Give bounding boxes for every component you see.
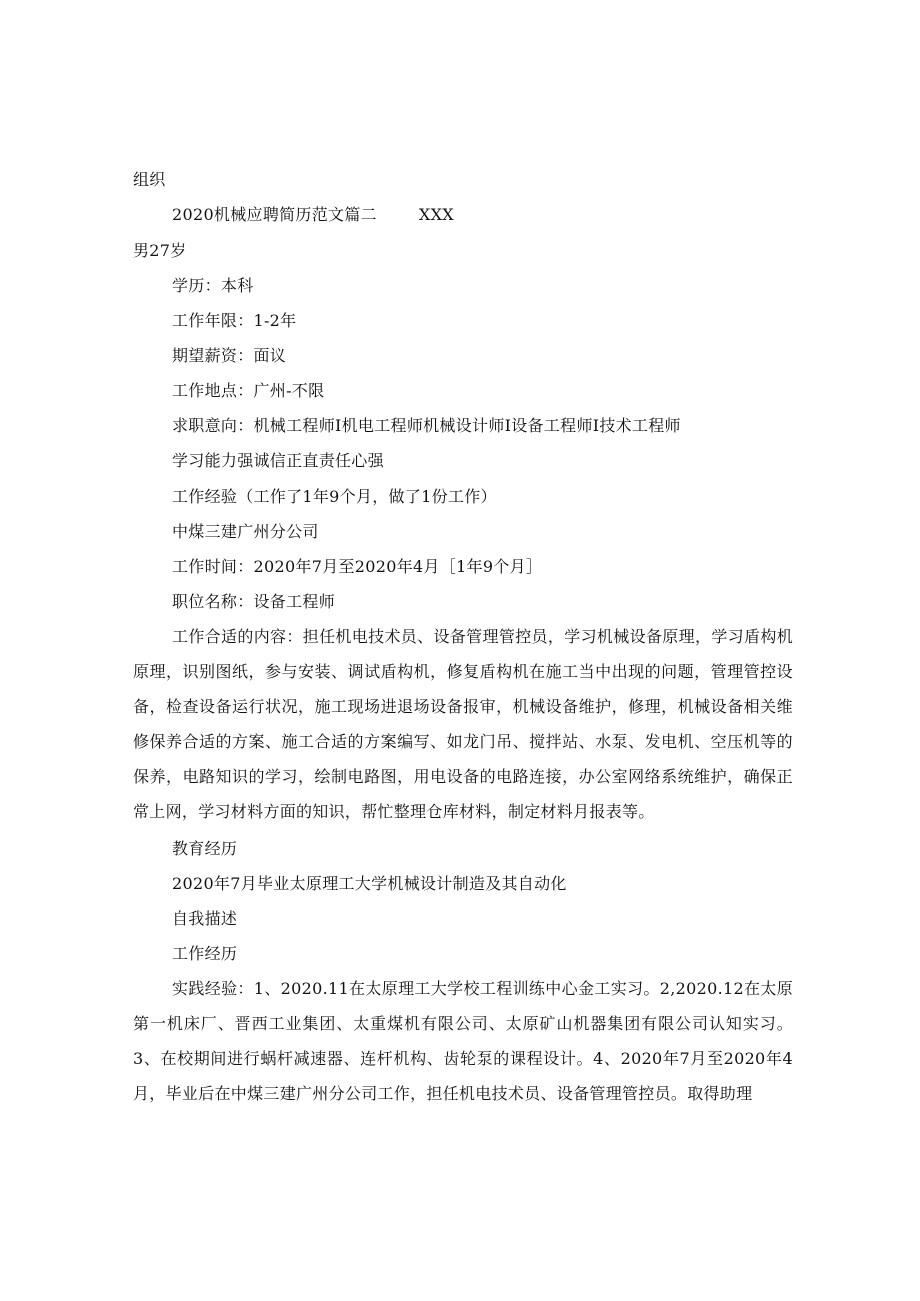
work-time-line: 工作时间：2020年7月至2020年4月［1年9个月］ <box>172 557 543 576</box>
education-detail-line: 2020年7月毕业太原理工大学机械设计制造及其自动化 <box>172 874 567 893</box>
work-years-line: 工作年限：1-2年 <box>172 311 297 330</box>
traits-line: 学习能力强诚信正直责任心强 <box>172 451 384 470</box>
work-history-heading: 工作经历 <box>172 944 238 963</box>
practice-paragraph: 实践经验：1、2020.11在太原理工大学校工程训练中心金工实习。2,2020.12在太原第一机床厂、晋西工业集团、太重煤机有限公司、太原矿山机器集团有限公司认知实习。3、在校期间进行蜗杆减速器、连杆机构、齿轮泵的课程设计。4、2020年7月至2020年4月，毕业后在中煤三建广州分公司工作，担任机电技术员、设备管理管控员。取得助理 <box>133 979 793 1103</box>
title-line <box>172 205 454 225</box>
position-line: 职位名称：设备工程师 <box>172 592 336 611</box>
gender-age-line: 男27岁 <box>133 241 187 260</box>
location-line: 工作地点：广州-不限 <box>172 381 325 400</box>
resume-title: 2020机械应聘简历范文篇二 <box>172 205 377 224</box>
applicant-name: XXX <box>418 205 454 224</box>
education-heading: 教育经历 <box>172 839 238 858</box>
job-content-paragraph: 工作合适的内容：担任机电技术员、设备管理管控员，学习机械设备原理，学习盾构机原理，识别图纸，参与安装、调试盾构机，修复盾构机在施工当中出现的问题，管理管控设备，检查设备运行状况，施工现场进退场设备报审，机械设备维护，修理，机械设备相关维修保养合适的方案、施工合适的方案编写、如龙门吊、搅拌站、水泵、发电机、空压机等的保养，电路知识的学习，绘制电路图，用电设备的电路连接，办公室网络系统维护，确保正常上网，学习材料方面的知识，帮忙整理仓库材料，制定材料月报表等。 <box>133 627 793 821</box>
salary-line: 期望薪资：面议 <box>172 346 287 365</box>
experience-summary-line: 工作经验（工作了1年9个月，做了1份工作） <box>172 487 497 506</box>
self-description-heading: 自我描述 <box>172 909 238 928</box>
org-line: 组织 <box>133 170 166 189</box>
intention-line: 求职意向：机械工程师I机电工程师机械设计师I设备工程师I技术工程师 <box>172 416 681 435</box>
education-line: 学历：本科 <box>172 276 254 295</box>
company-line: 中煤三建广州分公司 <box>172 522 319 541</box>
